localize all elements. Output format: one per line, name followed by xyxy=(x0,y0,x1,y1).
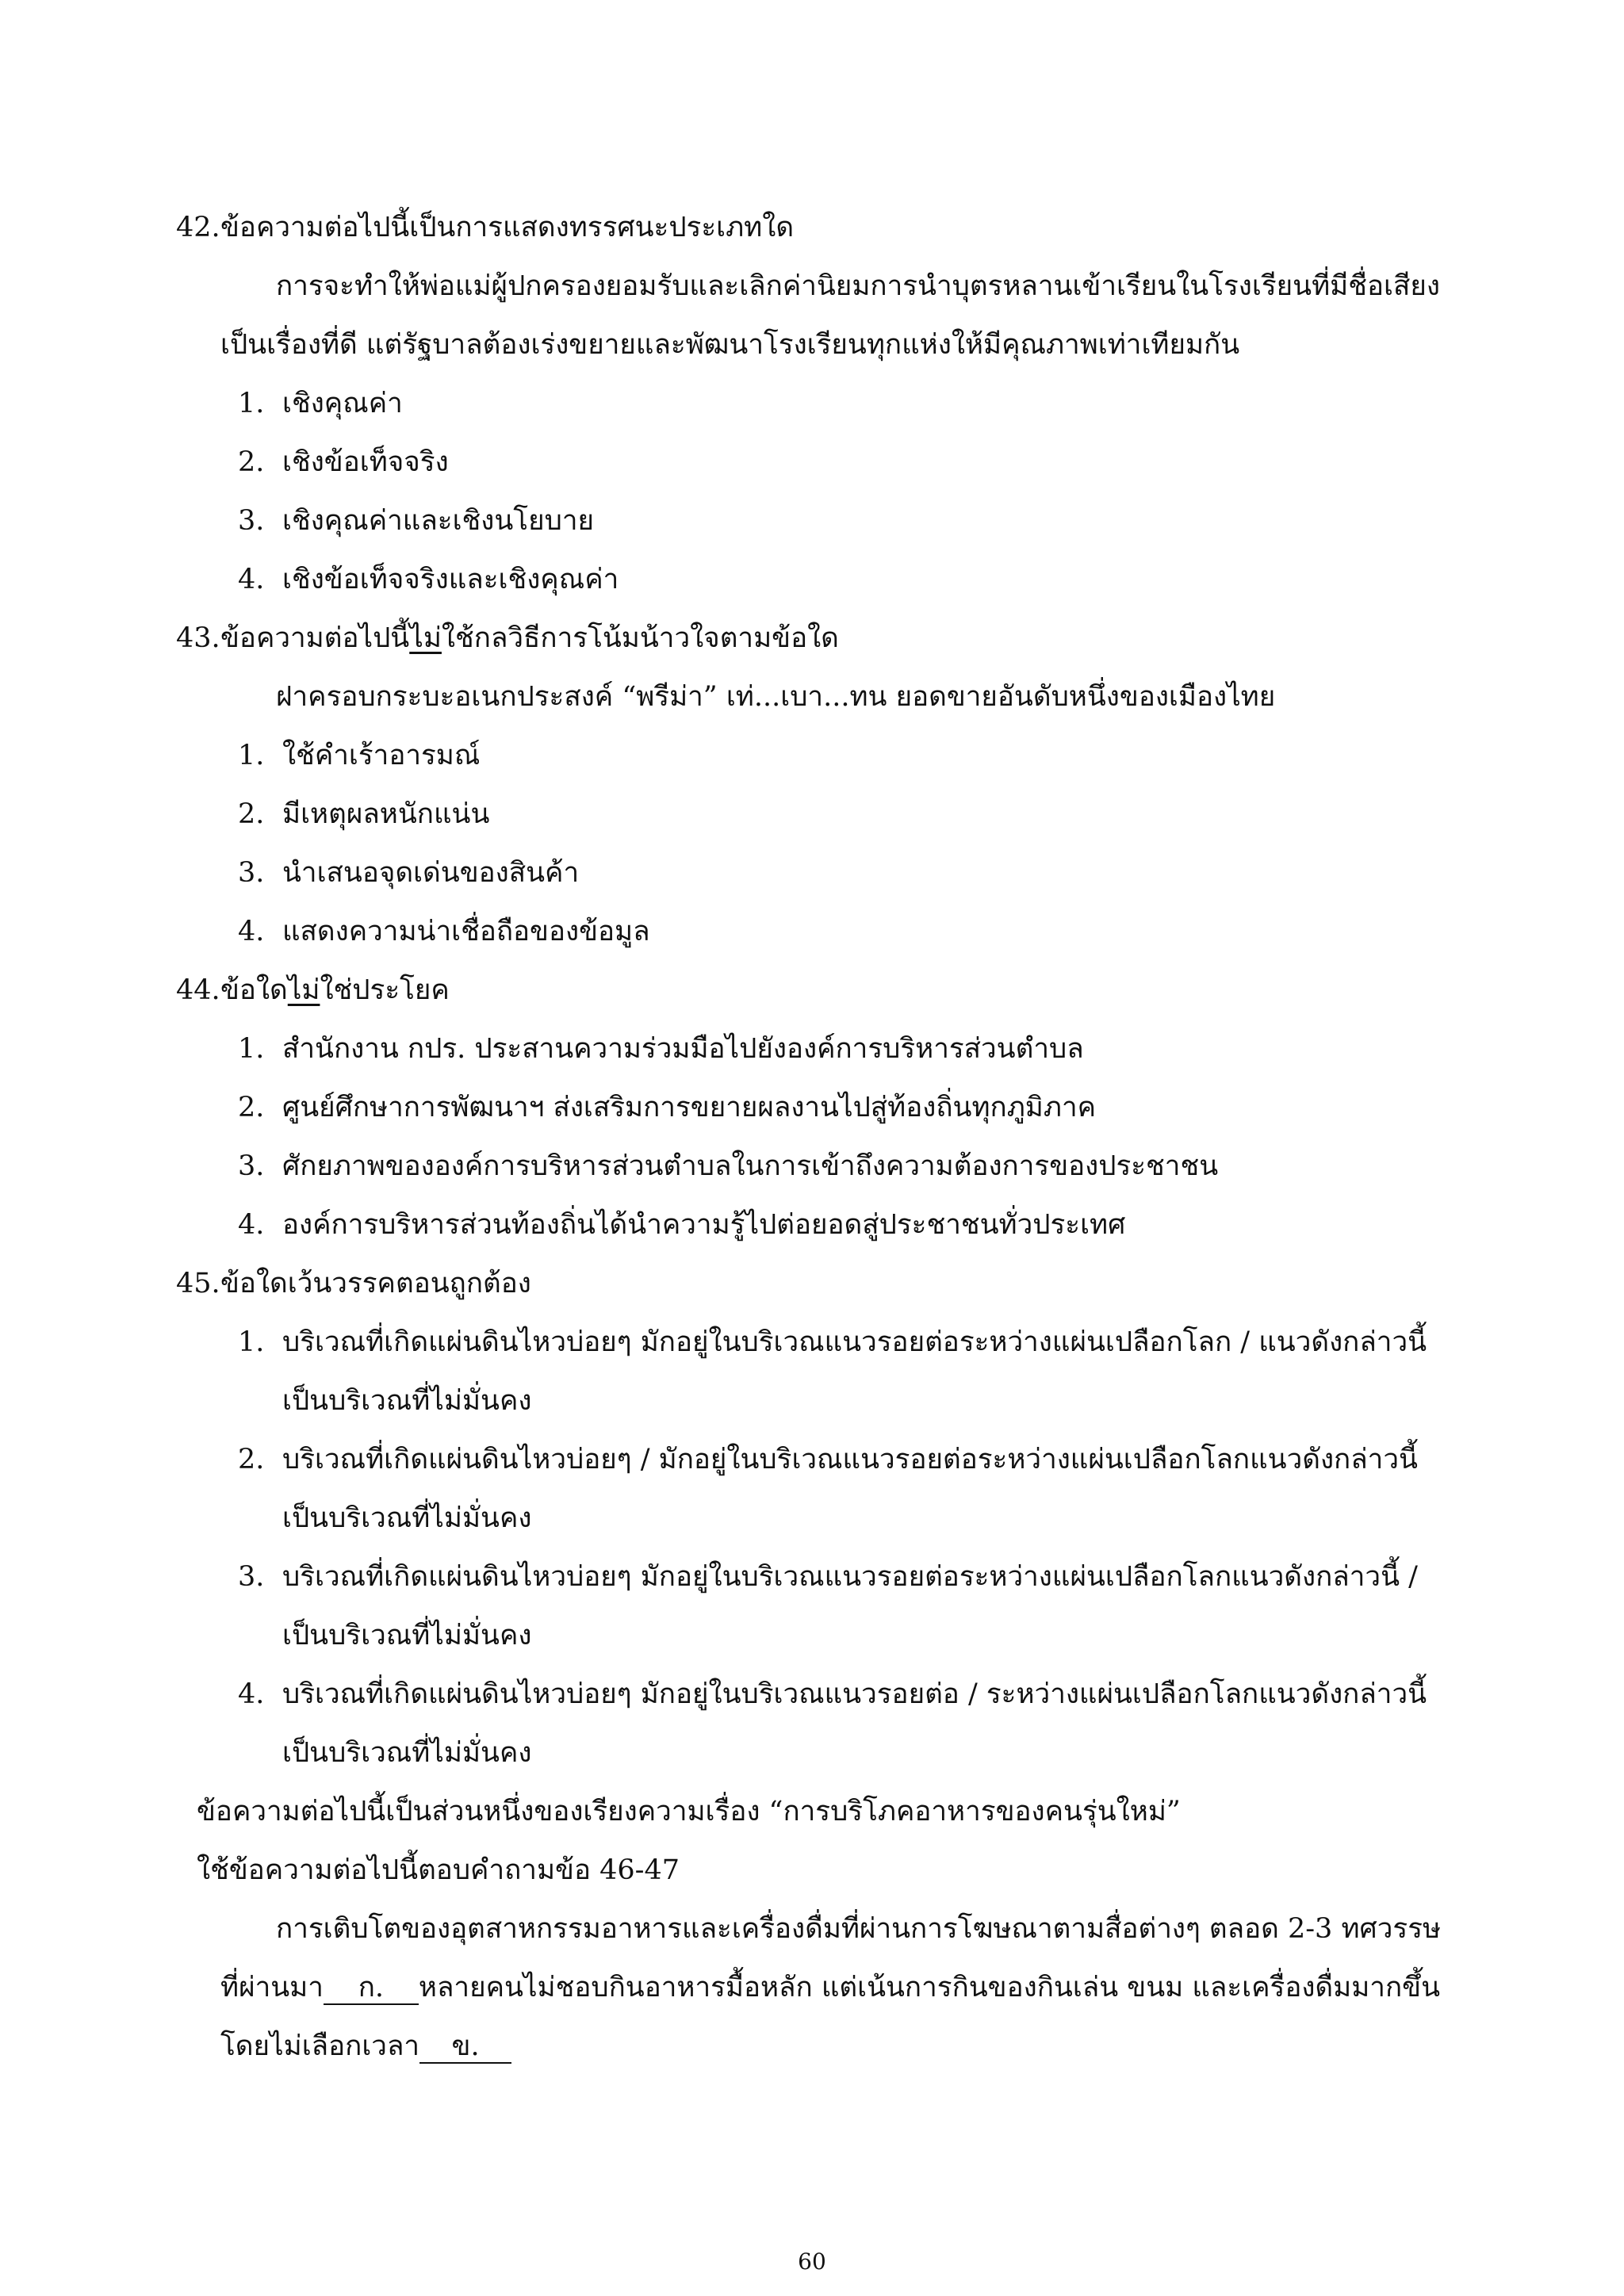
option-text: ใช้คำเร้าอารมณ์ xyxy=(282,740,481,771)
section-intro: ข้อความต่อไปนี้เป็นส่วนหนึ่งของเรียงความเรื่อง “การบริโภคอาหารของคนรุ่นใหม่” xyxy=(197,1796,1181,1827)
question-number: 42. xyxy=(176,212,220,243)
option-2 xyxy=(238,798,490,830)
option-number: 4. xyxy=(238,1209,265,1241)
passage-line-with-blank-a xyxy=(220,1974,1440,2005)
option-number: 2. xyxy=(238,1444,265,1475)
passage-line: เป็นเรื่องที่ดี แต่รัฐบาลต้องเร่งขยายและพัฒนาโรงเรียนทุกแห่งให้มีคุณภาพเท่าเทียมกัน xyxy=(220,329,1240,361)
option-text: องค์การบริหารส่วนท้องถิ่นได้นำความรู้ไปต่อยอดสู่ประชาชนทั่วประเทศ xyxy=(282,1209,1126,1241)
question-42 xyxy=(176,214,794,242)
option-text: เชิงคุณค่าและเชิงนโยบาย xyxy=(282,505,594,537)
question-text: ข้อความต่อไปนี้เป็นการแสดงทรรศนะประเภทใด xyxy=(220,212,795,243)
option-number: 4. xyxy=(238,916,265,947)
option-text: ศักยภาพขององค์การบริหารส่วนตำบลในการเข้าถึงความต้องการของประชาชน xyxy=(282,1150,1219,1182)
option-number: 1. xyxy=(238,1326,265,1358)
passage-line: การเติบโตของอุตสาหกรรมอาหารและเครื่องดื่มที่ผ่านการโฆษณาตามสื่อต่างๆ ตลอด 2-3 ทศวรรษ xyxy=(276,1913,1442,1945)
option-number: 4. xyxy=(238,564,265,595)
option-2 xyxy=(238,1094,1096,1122)
question-text: ข้อความต่อไปนี้ xyxy=(220,622,410,654)
passage-line: ฝาครอบกระบะอเนกประสงค์ “พรีม่า” เท่...เบา...ทน ยอดขายอันดับหนึ่งของเมืองไทย xyxy=(276,681,1276,713)
blank-b: ข. xyxy=(419,2033,511,2064)
question-text: ข้อใด xyxy=(220,974,288,1006)
option-text: บริเวณที่เกิดแผ่นดินไหวบ่อยๆ มักอยู่ในบริเวณแนวรอยต่อ / ระหว่างแผ่นเปลือกโลกแนวดังกล่าวนี้ xyxy=(282,1678,1427,1710)
option-3-continued: เป็นบริเวณที่ไม่มั่นคง xyxy=(282,1620,532,1651)
option-2 xyxy=(238,446,449,478)
option-number: 3. xyxy=(238,1150,265,1182)
question-text-underlined: ไม่ xyxy=(287,974,320,1006)
question-text: ข้อใดเว้นวรรคตอนถูกต้อง xyxy=(220,1268,531,1299)
option-text: สำนักงาน กปร. ประสานความร่วมมือไปยังองค์การบริหารส่วนตำบล xyxy=(282,1033,1084,1065)
option-text: เชิงคุณค่า xyxy=(282,388,403,419)
option-1 xyxy=(238,1035,1084,1063)
option-text: เชิงข้อเท็จจริงและเชิงคุณค่า xyxy=(282,564,619,595)
option-2-continued: เป็นบริเวณที่ไม่มั่นคง xyxy=(282,1502,532,1534)
option-4-continued: เป็นบริเวณที่ไม่มั่นคง xyxy=(282,1737,532,1769)
option-3 xyxy=(238,859,579,887)
question-number: 45. xyxy=(176,1268,220,1299)
option-1 xyxy=(238,390,403,418)
option-number: 4. xyxy=(238,1678,265,1710)
option-number: 2. xyxy=(238,798,265,830)
option-number: 3. xyxy=(238,857,265,889)
passage-text: โดยไม่เลือกเวลา xyxy=(220,2030,420,2062)
question-number: 44. xyxy=(176,974,220,1006)
passage-text: ที่ผ่านมา xyxy=(220,1972,324,2003)
option-number: 1. xyxy=(238,1033,265,1065)
option-3 xyxy=(238,1563,1418,1591)
option-1-continued: เป็นบริเวณที่ไม่มั่นคง xyxy=(282,1385,532,1417)
option-text: มีเหตุผลหนักแน่น xyxy=(282,798,490,830)
question-text-underlined: ไม่ xyxy=(409,622,442,654)
option-text: นำเสนอจุดเด่นของสินค้า xyxy=(282,857,580,889)
option-number: 1. xyxy=(238,740,265,771)
option-number: 1. xyxy=(238,388,265,419)
section-instruction: ใช้ข้อความต่อไปนี้ตอบคำถามข้อ 46-47 xyxy=(197,1854,680,1886)
passage-line: การจะทำให้พ่อแม่ผู้ปกครองยอมรับและเลิกค่านิยมการนำบุตรหลานเข้าเรียนในโรงเรียนที่มีชื่อเสียง xyxy=(276,270,1440,302)
option-1 xyxy=(238,742,480,770)
option-4 xyxy=(238,918,650,946)
option-text: แสดงความน่าเชื่อถือของข้อมูล xyxy=(282,916,650,947)
option-3 xyxy=(238,507,594,535)
passage-text: หลายคนไม่ชอบกินอาหารมื้อหลัก แต่เน้นการกินของกินเล่น ขนม และเครื่องดื่มมากขึ้น xyxy=(418,1972,1441,2003)
question-43 xyxy=(176,622,839,654)
blank-a: ก. xyxy=(324,1974,419,2005)
option-number: 3. xyxy=(238,1561,265,1593)
option-1 xyxy=(238,1326,1427,1358)
option-4 xyxy=(238,1678,1427,1710)
question-45 xyxy=(176,1270,531,1298)
question-number: 43. xyxy=(176,622,220,654)
option-2 xyxy=(238,1446,1418,1474)
option-text: บริเวณที่เกิดแผ่นดินไหวบ่อยๆ มักอยู่ในบริเวณแนวรอยต่อระหว่างแผ่นเปลือกโลก / แนวดังกล่าวนี้ xyxy=(282,1326,1427,1358)
option-text: บริเวณที่เกิดแผ่นดินไหวบ่อยๆ / มักอยู่ในบริเวณแนวรอยต่อระหว่างแผ่นเปลือกโลกแนวดังกล่าวนี้ xyxy=(282,1444,1418,1475)
option-text: เชิงข้อเท็จจริง xyxy=(282,446,449,478)
option-text: ศูนย์ศึกษาการพัฒนาฯ ส่งเสริมการขยายผลงานไปสู่ท้องถิ่นทุกภูมิภาค xyxy=(282,1092,1097,1123)
question-44 xyxy=(176,974,450,1006)
question-text: ใช่ประโยค xyxy=(320,974,450,1006)
option-4 xyxy=(238,566,619,594)
option-number: 3. xyxy=(238,505,265,537)
passage-line-with-blank-b xyxy=(220,2030,511,2064)
page-number: 60 xyxy=(798,2248,826,2275)
question-text: ใช้กลวิธีการโน้มน้าวใจตามข้อใด xyxy=(441,622,839,654)
option-4 xyxy=(238,1211,1125,1239)
option-number: 2. xyxy=(238,1092,265,1123)
option-text: บริเวณที่เกิดแผ่นดินไหวบ่อยๆ มักอยู่ในบริเวณแนวรอยต่อระหว่างแผ่นเปลือกโลกแนวดังกล่าวนี้ / xyxy=(282,1561,1418,1593)
option-number: 2. xyxy=(238,446,265,478)
option-3 xyxy=(238,1150,1219,1182)
